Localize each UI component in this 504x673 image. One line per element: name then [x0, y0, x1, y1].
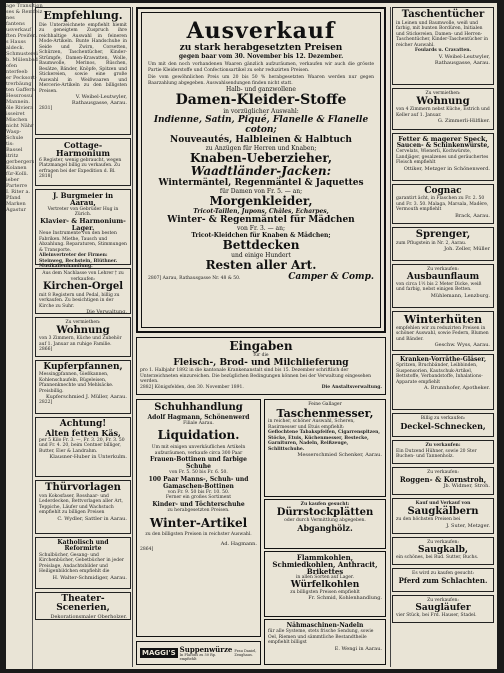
ad-sub: für die [253, 352, 269, 358]
ad-signature: Klausner-Huber in Unterkulm. [49, 454, 127, 461]
ad-saugkalb [392, 537, 494, 565]
ad-body: ein schönes, bei Rud. Sutter, Buchs. [396, 554, 479, 560]
ad-schulbuecher [35, 537, 131, 589]
ad-burgmeier [35, 189, 131, 270]
ad-ausbaunflaum [392, 264, 494, 308]
ad-kleid: Tricot-Kleidchen für Knaben & Mädchen; [191, 232, 331, 240]
ad-body: empfehlen wir zu reduzirten Preisen in schöner Auswahl, sowie Federn, Blumen und Bänder. [396, 325, 489, 342]
ad-body: Schulbücher, Gesang- und Kirchenbücher, Gebetbücher in jeder Preislage, Andachtsbilder und Heiligenbildchen empfiehlt die [39, 552, 124, 575]
ad-pre: Aus dem Nachlasse von Lehrer † zu verkaufen: [42, 271, 124, 282]
ad-pre: Zu vermiethen: [65, 320, 101, 325]
ad-text-6: zu herabgesetzten Preisen. [167, 507, 230, 513]
ad-price-2: von Fr. 9. 50 bis Fr. 10. 50. [167, 489, 230, 495]
ad-body: Cervelats, Wienerli, Kochwürste, Landjäger, gesalzenes und geräuchertes Fleisch empfiehlt [396, 149, 489, 166]
ad-bett-sub: und einige Hundert [231, 252, 291, 260]
margin-fragment: usverkauf [6, 27, 32, 33]
ad-title-2: Alten fetten Käs, [45, 428, 121, 439]
margin-fragment: b. Mülenbad [6, 57, 38, 63]
ad-title: Empfehlung. [43, 9, 123, 22]
ad-schuhhandlung [136, 399, 261, 637]
ad-body: Die Unterzeichnete empfiehlt hiemit zu geneigtem Zuspruch ihre reichhaltige Auswahl in feineren Mode-Artikeln. Bunte Handschuhe in Seide und Zwirn, Corsetten, Schürzen, Taschentücher, Kinder-Strümpfe, Damen-Krawatten, Wolle, Baumwolle, Merinos, Rüschen, Besätze, Bänder, Knöpfe, Spitzen und Stickereien, sowie eine große Auswahl in Weißwaaren und Mercerie-Artikeln zu den billigsten Preisen. [39, 22, 127, 94]
ad-pre: Billig zu verkaufen: [420, 416, 466, 421]
ad-knaben: Knaben-Ueberzieher, [189, 151, 333, 166]
margin-fragment: für-Kolli. [6, 171, 29, 177]
ad-text: pro 1. Halbjahr 1892 in die kantonale Krankenanstalt sind bis 15. Dezember schriftlich der Unterzeichneten einzureichen. Die bezüglichen Bedingungen können bei der Verwaltung eingesehen werden. [140, 368, 372, 385]
ad-wohnung-right [392, 88, 494, 130]
ad-signature: Ad. Hagmann. [220, 540, 257, 547]
ad-body: in Leinen und Baumwolle, weiß und farbig, mit bunten Bordüren, Initialen und Stickereien, Damen- und Herren-Taschentücher, Kinder-Taschentücher in reicher Auswahl. [396, 20, 489, 48]
ad-kupferpfannen [35, 360, 131, 414]
margin-fragment: Schule [6, 135, 24, 141]
ad-title: Kupferpfannen, [43, 362, 123, 372]
ad-text-2: Die vom gewöhnlichen Preis um 20 bis 50 % herabgesetzten Waaren werden nur gegen Baarzahlung abgegeben. Auswahlsendungen finden nicht statt. [148, 75, 374, 86]
ad-empfehlung [35, 7, 131, 135]
ad-pre: Zu verkaufen: [427, 540, 459, 545]
margin-fragment: er Pecksort- [6, 75, 37, 81]
ad-signature: G. Zimmerli-Hilfiker. [437, 118, 490, 124]
ad-highlight: Halb- und ganzwollene [226, 86, 296, 94]
ad-naehmaschinen [264, 619, 386, 665]
margin-fragment: trerbäung [6, 81, 32, 87]
ad-title: Schuhhandlung [154, 402, 243, 413]
ad-subtitle: Vertreter von Gebrüder Hug in Zürich. [47, 206, 119, 218]
margin-fragment: öle Riviera [6, 105, 34, 111]
ad-speck [392, 133, 494, 181]
ad-body: garantirt ächt, in Flaschen zu Fr. 2. 50 und Fr. 3. 50. Malaga, Marsala, Madère, Vermouth empfiehlt [396, 196, 489, 213]
ad-name: Adolf Hagmann, Schönenwerd [147, 413, 250, 421]
ad-body: vier Stück, bei Frd. Hauser, Stadel. [396, 612, 477, 618]
ad-nouveautes-sub: zu Anzügen für Herren und Knaben; [205, 145, 317, 153]
ad-text: In Flacons zu 50 Rp. empfiehlt [179, 652, 217, 661]
ad-morgen: Morgenkleider, [209, 194, 313, 209]
ad-signature: V. Weibel-Leutwyler, [438, 53, 490, 60]
ad-signature: Geschw. Wyss, Aarau. [434, 342, 490, 349]
ad-verkauf-huehner [392, 440, 494, 464]
ad-signature: Fr. Schmid, Kohlenhandlung. [308, 595, 382, 602]
margin-fragment: nicht Nähr [6, 123, 34, 129]
ad-text: in reicher, schöner Auswahl, Scheren, Rasirmesser und Etuis empfiehlt: [268, 419, 355, 430]
ad-heading: Foulards u. Cravatten. [414, 48, 472, 53]
ad-text-2: Frauen-Bottinen und farbige Schuhe [150, 456, 247, 470]
ad-pre: Zu verkaufen: [427, 470, 459, 475]
ad-title: Kranken-Vorräthe-Gläser, [399, 356, 487, 363]
ad-winter-sub: zu den billigsten Preisen in reichster Auswahl. [145, 532, 252, 537]
ad-wolle-sub: von Fr. 3. — an; [237, 225, 285, 233]
ad-title: Taschenmesser, [276, 406, 374, 420]
ad-title-2: Abganghölz. [297, 522, 353, 533]
ad-kirchen-orgel [35, 268, 131, 314]
ad-ref: 2822] [39, 400, 53, 406]
ad-signature: J. Suter, Metzger. [446, 522, 490, 529]
ad-ref: 2882] Königsfelden, den 30. November 1891. [140, 384, 244, 390]
ad-text-1: Um mit einigen unverkäuflichen Artikeln aufzuräumen, verkaufe circa 300 Paar [151, 445, 246, 456]
ad-ref: 2864] [140, 546, 154, 552]
ad-title: Eingaben [229, 339, 293, 353]
margin-fragment: Mannein. [6, 99, 30, 105]
margin-fragment: Wasp- [6, 129, 22, 135]
ad-title: Achtung! [59, 419, 107, 429]
margin-fragment: Mischen [6, 117, 28, 123]
ad-title: Ausverkauf [186, 18, 336, 44]
ad-ausverkauf-inner [141, 12, 381, 328]
ad-body: Spritzen, Bruchbänder, Leibbinden, Suspensorien, Kautschuk-Artikel, Bettstoffe, Verbandstoffe, Inhalations-Apparate empfiehlt [396, 363, 483, 385]
ad-wohnung-left [35, 317, 131, 357]
ad-wolle: Winter- & Regenmäntel für Mädchen [167, 215, 355, 226]
ad-title: Ausbaunflaum [406, 271, 480, 282]
ad-signature: Frau Daniel, Zeughaus. [234, 649, 257, 657]
ad-title: Fetter & magerer Speck, [398, 135, 488, 143]
ad-title: Deckel-Schnecken, [400, 420, 486, 431]
ad-signature: Die Anstaltsverwaltung. [321, 384, 382, 390]
margin-fragment: s Hauss [6, 39, 26, 45]
ad-text-5: Kinder- und Töchterschuhe [152, 500, 245, 508]
ad-pre: Zu kaufen gesucht: [300, 502, 350, 507]
ad-ref: 2807] Aarau, Rathausgasse Nr. 48 & 50. [148, 276, 241, 282]
ad-signature: H. Walter-Schmidiger, Aarau. [52, 574, 127, 581]
margin-fragment: Agastur [6, 207, 26, 213]
ad-saugläufer [392, 595, 494, 623]
ad-signature: Jb. Widmer, Stroh. [443, 482, 490, 489]
ad-winter: Wintermäntel, Regenmäntel & Jaquettes [158, 178, 364, 189]
margin-fragment: Kolanen [6, 165, 27, 171]
maggi-logo: MAGGI'S [142, 649, 176, 657]
ad-body: per 5 Kilo Fr. 3. —, Fr. 3. 20, Fr. 3. 50 und Fr. 4. 20, beim Centner billiger, Butter, Eier & Landrahm. [39, 437, 125, 454]
ad-line-2: Fleisch-, Brod- und Milchlieferung [173, 358, 349, 369]
ad-signature: Dekorationsmaler Oberholzer. [50, 613, 127, 620]
ad-pre: Zu verkaufen: [427, 598, 459, 603]
right-column [390, 7, 495, 667]
ad-pre: Feine Gallager [308, 402, 342, 407]
ad-signature: C. Wydler, Sattler in Aarau. [57, 515, 127, 522]
ad-signature: V. Weibel-Leutwyler, Rathausgasse, Aarau. [71, 94, 127, 107]
ad-ref: 2818] [39, 174, 53, 180]
ad-text: oder durch Vermittlung abgegeben. [284, 518, 366, 523]
ad-body: von 3 Zimmern, Küche und Zubehör auf 1. Januar an ruhige Familie. [39, 336, 122, 347]
ad-nouveautes: Nouveautés, Halbleinen & Halbtuch [170, 135, 352, 146]
ad-waadt: Waadtländer-Jacken: [190, 164, 332, 179]
ad-pre: Zu vermiethen: [425, 91, 461, 96]
ad-signature: E. Wengi in Aarau. [334, 645, 382, 652]
ad-pre: Es wird zu kaufen gesucht: [412, 571, 474, 576]
ad-signature: Mühlemann, Lenzburg. [430, 292, 490, 299]
ad-sprenger [392, 227, 494, 261]
ad-title: Saugläufer [415, 602, 471, 613]
ad-theater-scenerien [35, 592, 131, 620]
ad-tricot: Tricot-Taillen, Jupons, Châles, Echarpes, [193, 208, 329, 216]
margin-fragment: aldeck. [6, 45, 25, 51]
ad-damen-sub: in vorzüglicher Auswahl: [223, 108, 299, 116]
ad-kohlen [264, 551, 386, 617]
margin-fragment: ses & Remfeiz [6, 9, 43, 15]
ad-signature: Ottiker, Metzger in Schönenwerd. [403, 165, 490, 172]
margin-fragment: Schmusterei [6, 51, 38, 57]
ad-cottage-harmonium [35, 138, 131, 186]
ad-resten: Resten aller Art. [205, 258, 317, 273]
ad-firm: Camper & Comp. [288, 272, 374, 283]
margin-fragment: nterfeeb [6, 69, 28, 75]
left-column [34, 7, 133, 667]
ad-body: von 4 Zimmern nebst Küche, Estrich und Keller auf 1. Januar. [396, 107, 490, 118]
margin-fragment: gerbergers [6, 159, 35, 165]
ad-sub: in allen Sorten auf Lager. [295, 575, 355, 580]
ad-title: Wohnung [416, 95, 470, 107]
ad-body: zu den höchsten Preisen bei [396, 517, 461, 522]
margin-fragment: Bassel [6, 147, 23, 153]
margin-fragment: age Transition [6, 3, 43, 9]
ad-title: Nähmaschinen-Nadeln [286, 622, 364, 629]
ad-ref: 2831] [39, 106, 53, 112]
ad-text: für alle Systeme, stets frische Sendung, sowie Oel, Riemen und sämmtliche Bestandtheile empfiehlt billigst [268, 629, 374, 645]
ad-title: Katholisch und Reformirte [57, 539, 109, 553]
ad-items: Flammkohlen, Schmiedkohlen, Anthracit, Brikettes [272, 553, 378, 576]
margin-fragment: ofen [6, 63, 18, 69]
ad-title: Wohnung [56, 324, 110, 336]
ad-title: Sprenger, [415, 229, 471, 240]
ad-saugkaelber [392, 498, 494, 534]
margin-fragment: itritz [6, 153, 19, 159]
ad-title: Kauf und Verkauf von [415, 501, 471, 506]
ad-title: Theater-Scenerien, [56, 594, 110, 614]
ad-maggi [136, 641, 261, 665]
ad-winter-sub: für Damen von Fr. 5. — an; [219, 188, 303, 196]
ad-signature: Die Verwaltung. [86, 309, 127, 315]
margin-fragment: tis: [6, 141, 14, 147]
ad-kranken [392, 354, 494, 410]
ad-signature: Joh. Zeller, Müller [444, 246, 490, 252]
ad-winter: Winter-Artikel [149, 516, 248, 530]
ad-signature: Brack, Aarau. [455, 212, 490, 219]
ad-title: Thürvorlagen [45, 482, 121, 493]
ad-ref: 2866] [39, 347, 53, 352]
ad-taschentuecher [392, 7, 494, 85]
ad-cognac [392, 184, 494, 224]
ad-title: J. Burgmeier in Aarau, [52, 191, 114, 208]
ad-damen-stoffe: Damen-Kleider-Stoffe [175, 92, 347, 109]
center-column [136, 7, 386, 667]
ad-sub: Filiale Aarau. [183, 420, 214, 426]
margin-fragment: ften Preifen. [6, 33, 38, 39]
ad-body: von circa 1½ bis 2 Meter Dicke, weiß und farbig, nebst einigen Betten. [396, 281, 482, 293]
margin-fragment: Pfand [6, 195, 21, 201]
ad-liquidation: Liquidation. [157, 428, 240, 442]
ad-body: Neue Instrumente von den besten Fabriken. Miethe, Tausch und Abzahlung. Reparaturen, Stimmungen & Transporte. [39, 231, 127, 253]
ad-bett: Bettdecken [222, 238, 300, 253]
ad-heading: Saucen- & Schinkenwürste, [396, 141, 490, 149]
ad-roggenstroh [392, 467, 494, 495]
ad-title: Suppenwürze [179, 644, 233, 654]
ad-ausverkauf [136, 7, 386, 333]
ad-title: Winterhüten [403, 313, 483, 326]
margin-fragment: nes [6, 15, 15, 21]
margin-fragment: ten Gaffern, [6, 87, 37, 93]
ad-text-3: 100 Paar Manns-, Schuh- und Gamaschen-Bottinen [148, 475, 249, 490]
margin-fragment: Parterre [6, 183, 28, 189]
ad-text-1: Um mit den noch vorhandenen Waaren gänzlich aufzuräumen, verkaufen wir auch die grösste Partie Kleiderstoffe und Confectionsartikel zu sehr reduzirten Preisen. [148, 62, 374, 73]
ad-body: mit 8 Registern und Pedal, billig zu verkaufen. Zu besichtigen in der Kirche zu Suhr. [39, 292, 120, 309]
margin-fragment: I. Riter a. [6, 189, 31, 195]
ad-eingaben [136, 337, 386, 395]
ad-signature: A. Brunnhofer, Apotheker. [423, 385, 490, 392]
ad-title: Pferd zum Schlachten. [398, 575, 488, 585]
ad-subtitle: zu stark herabgesetzten Preisen [179, 43, 343, 54]
ad-date-line: gegen baar vom 30. November bis 12. Dezember. [178, 53, 344, 61]
ad-taschenmesser [264, 399, 386, 497]
newspaper-page [6, 3, 497, 669]
ad-winterhueten [392, 311, 494, 351]
ad-duerrstockplaetten [264, 499, 386, 549]
ad-thuervorlagen [35, 480, 131, 534]
ad-pferd [392, 568, 494, 592]
ad-body: Messingpfannen, Gießkannen, Kohlenschaufeln, Bügeleisen, Pfannenknechte und Mehlsäcke. Preisbillig. [39, 372, 114, 394]
ad-signature: Kupferschmied J. Müller, Aarau. [45, 394, 127, 401]
ad-sub: Rathausgasse, Aarau. [434, 59, 490, 66]
ad-text-4: Ferner ein großes Sortiment [165, 495, 232, 500]
ad-items: Geflochtene Tabakspfeifen, Cigarrenspitzen, Stöcke, Etuis, Küchenmesser, Bestecke, Garnituren, Nadeln, Reißzeuge, Schlittschuhe. [268, 430, 380, 452]
ad-pre: Zu verkaufen: [427, 267, 459, 272]
ad-body: Ein Dutzend Hühner, sowie 20 Ster Buchen- und Tannenholz. [396, 448, 477, 459]
ad-title: Würfelkohlen [290, 579, 360, 590]
ad-title: Taschentücher [401, 9, 485, 20]
ad-achtung-kaes [35, 417, 131, 477]
cut-off-left-margin [6, 3, 43, 669]
margin-fragment: Hessrossu [6, 93, 33, 99]
ad-title: Cognac [424, 186, 462, 196]
ad-title: Saugkalb, [417, 544, 469, 555]
ad-body: zum Pflugstein in Nr. 2, Aarau. [396, 240, 467, 246]
ad-pre: Zu verkaufen: [425, 443, 461, 448]
ad-indiennes: Indienne, Satin, Piqué, Flanelle & Flanelle coton; [153, 115, 369, 136]
ad-body: 6 Register, wenig gebraucht, wegen Platzmangel billig zu verkaufen. Zu erfragen bei der Expedition d. Bl. [39, 157, 122, 174]
ad-deckel-schnecken [392, 413, 494, 437]
margin-fragment: fantens [6, 21, 25, 27]
ad-body: von Kokosfaser, Rosshaar- und Lederdecken, Bettvorlagen aller Art, Teppiche, Läufer und Wachstuch empfiehlt zu billigen Preisen [39, 493, 123, 515]
ad-heading: Klavier- & Harmonium-Lager. [40, 216, 126, 232]
ad-price-1: von Fr. 5. 50 bis Fr. 6. 50. [169, 470, 228, 475]
ad-title: Cottage-Harmonium [56, 140, 110, 159]
ad-title-2: Saugkälbern [407, 505, 479, 517]
ad-title: Roggen- & Kornstroh, [399, 474, 487, 484]
margin-fragment: Marken [6, 201, 26, 207]
ad-title: Kirchen-Orgel [42, 281, 124, 292]
ad-signature: Messerschmied Schenker, Aarau. [297, 452, 382, 459]
margin-fragment: ieber [6, 177, 20, 183]
margin-fragment: isseiret [6, 111, 25, 117]
ad-text: zu billigsten Preisen empfiehlt [290, 589, 360, 595]
ad-brands: Alleinvertreter der Firmen: Steinweg, Bechstein, Blüthner. Musikalienhandlung. [39, 253, 118, 270]
ad-title: Dürrstockplätten [276, 506, 374, 518]
